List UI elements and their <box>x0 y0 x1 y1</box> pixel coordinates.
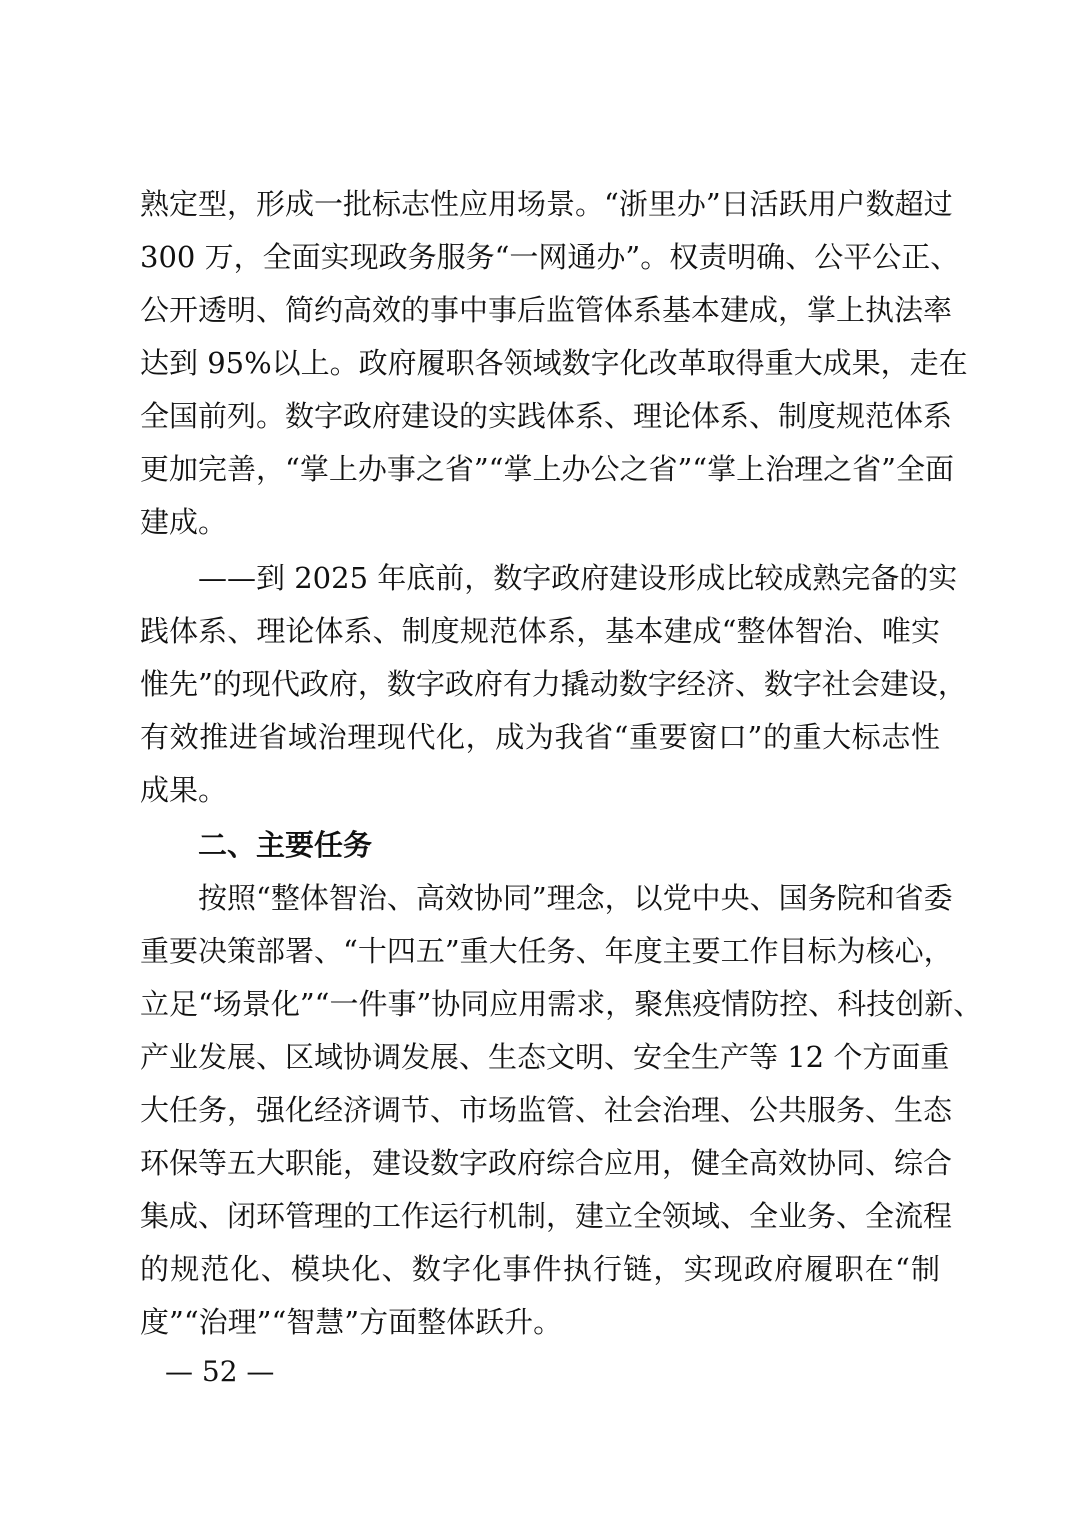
text-line: 度”“治理”“智慧”方面整体跃升。 <box>140 1305 563 1339</box>
text-line: 重要决策部署、“十四五”重大任务、年度主要工作目标为核心， <box>140 934 953 968</box>
text-line: 践体系、理论体系、制度规范体系，基本建成“整体智治、唯实 <box>140 614 940 648</box>
text-line: 熟定型，形成一批标志性应用场景。“浙里办”日活跃用户数超过 <box>140 187 953 221</box>
text-line: 集成、闭环管理的工作运行机制，建立全领域、全业务、全流程 <box>140 1199 953 1233</box>
text-line: 立足“场景化”“一件事”协同应用需求，聚焦疫情防控、科技创新、 <box>140 987 983 1021</box>
text-line: 惟先”的现代政府，数字政府有力撬动数字经济、数字社会建设， <box>140 667 967 701</box>
text-line: 更加完善，“掌上办事之省”“掌上办公之省”“掌上治理之省”全面 <box>140 452 954 486</box>
page-number: — 52 — <box>165 1355 275 1388</box>
text-line: 300 万，全面实现政务服务“一网通办”。权责明确、公平公正、 <box>140 240 960 274</box>
text-line: 建成。 <box>140 505 228 539</box>
text-line: 产业发展、区域协调发展、生态文明、安全生产等 12 个方面重 <box>140 1040 950 1074</box>
section-heading: 二、主要任务 <box>198 828 373 862</box>
text-line: 环保等五大职能，建设数字政府综合应用，健全高效协同、综合 <box>140 1146 953 1180</box>
text-line: 有效推进省域治理现代化，成为我省“重要窗口”的重大标志性 <box>140 720 940 754</box>
text-line: 成果。 <box>140 773 228 807</box>
text-line: 的规范化、模块化、数字化事件执行链，实现政府履职在“制 <box>140 1252 940 1286</box>
text-line: ——到 2025 年底前，数字政府建设形成比较成熟完备的实 <box>198 561 958 595</box>
text-line: 按照“整体智治、高效协同”理念，以党中央、国务院和省委 <box>198 881 953 915</box>
text-line: 全国前列。数字政府建设的实践体系、理论体系、制度规范体系 <box>140 399 953 433</box>
text-line: 达到 95%以上。政府履职各领域数字化改革取得重大成果，走在 <box>140 346 968 380</box>
text-line: 公开透明、简约高效的事中事后监管体系基本建成，掌上执法率 <box>140 293 953 327</box>
text-line: 大任务，强化经济调节、市场监管、社会治理、公共服务、生态 <box>140 1093 953 1127</box>
